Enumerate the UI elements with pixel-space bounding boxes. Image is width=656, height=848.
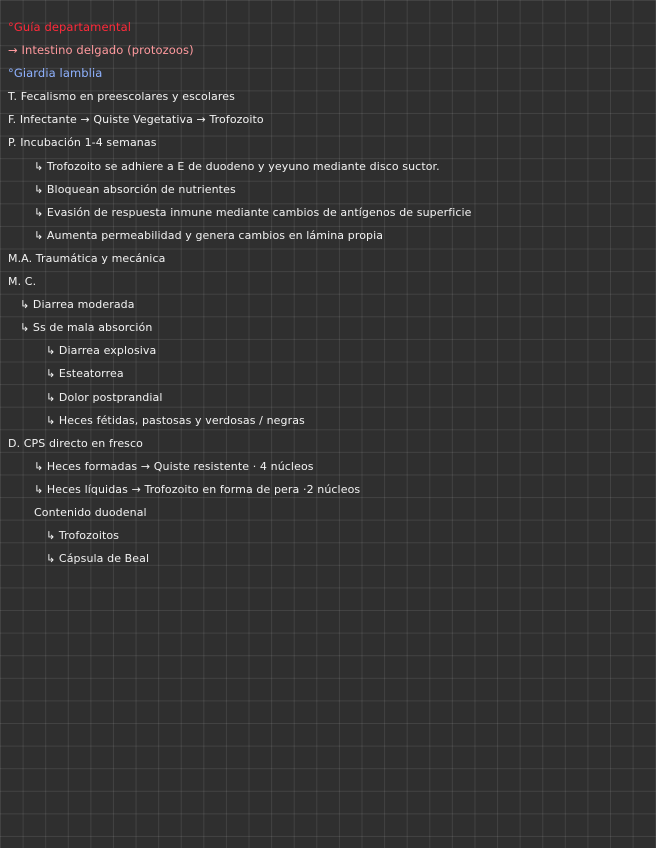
note-line: ↳ Trofozoito se adhiere a E de duodeno y yeyuno mediante disco suctor. bbox=[34, 159, 440, 173]
title-line: °Guía departamental bbox=[8, 20, 132, 34]
note-line: ↳ Bloquean absorción de nutrientes bbox=[34, 182, 236, 196]
note-line: ↳ Esteatorrea bbox=[46, 367, 124, 381]
note-line: ↳ Trofozoitos bbox=[46, 529, 120, 543]
note-line: M.A. Traumática y mecánica bbox=[8, 251, 166, 265]
note-line: P. Incubación 1-4 semanas bbox=[8, 136, 157, 150]
note-line: ↳ Heces fétidas, pastosas y verdosas / negras bbox=[46, 413, 305, 427]
note-line: Contenido duodenal bbox=[34, 505, 147, 519]
note-line: ↳ Cápsula de Beal bbox=[46, 552, 150, 566]
note-line: ↳ Dolor postprandial bbox=[46, 390, 163, 404]
note-line: T. Fecalismo en preescolares y escolares bbox=[8, 90, 235, 104]
note-line: ↳ Ss de mala absorción bbox=[20, 321, 153, 335]
note-line: ↳ Diarrea moderada bbox=[20, 298, 135, 312]
note-line: ↳ Heces líquidas → Trofozoito en forma de pera ·2 núcleos bbox=[34, 482, 361, 496]
notes-page bbox=[0, 16, 656, 570]
note-line: ↳ Evasión de respuesta inmune mediante cambios de antígenos de superficie bbox=[34, 205, 472, 219]
note-line: ↳ Diarrea explosiva bbox=[46, 344, 157, 358]
note-line: ↳ Heces formadas → Quiste resistente · 4 núcleos bbox=[34, 459, 314, 473]
note-line: ↳ Aumenta permeabilidad y genera cambios en lámina propia bbox=[34, 228, 384, 242]
note-line: D. CPS directo en fresco bbox=[8, 436, 143, 450]
note-line: M. C. bbox=[8, 275, 37, 289]
note-line: F. Infectante → Quiste Vegetativa → Trofozoito bbox=[8, 113, 264, 127]
topic-heading-line: °Giardia lamblia bbox=[8, 66, 103, 81]
section-heading-line: → Intestino delgado (protozoos) bbox=[8, 43, 194, 58]
